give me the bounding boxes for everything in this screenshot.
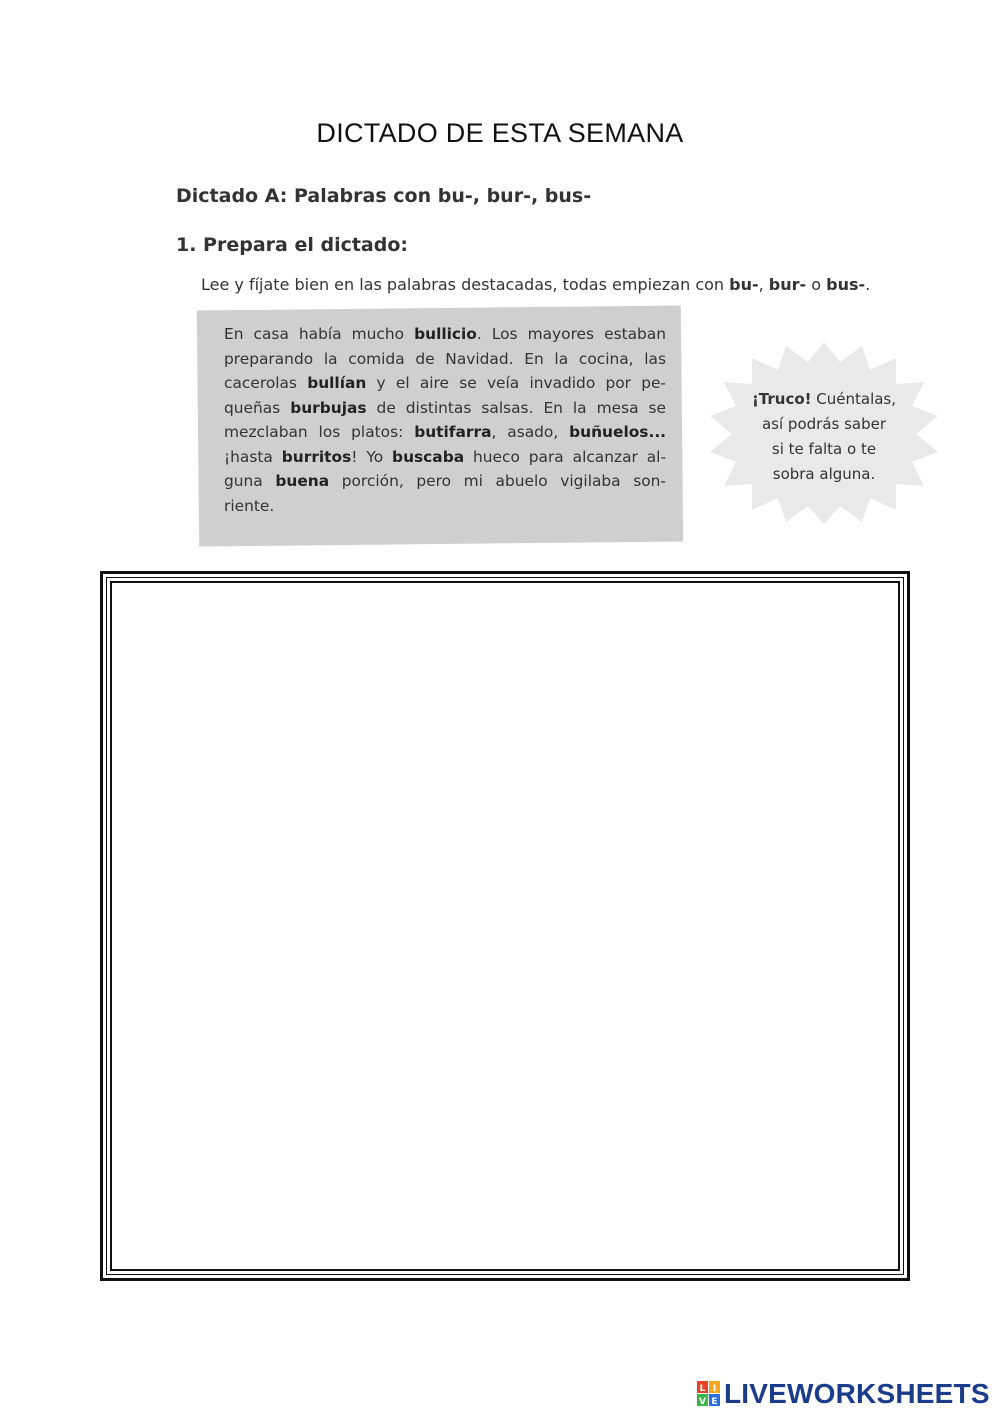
passage-line: ¡hasta burritos! Yo buscaba hueco para alcanzar al- — [224, 447, 666, 466]
passage-line: mezclaban los platos: butifarra, asado, buñuelos... — [224, 423, 667, 441]
passage-line: guna buena porción, pero mi abuelo vigilaba son- — [224, 472, 666, 490]
svg-text:E: E — [711, 1397, 718, 1407]
passage-line: cacerolas bullían y el aire se veía invadido por pe- — [224, 374, 666, 392]
step-title: 1. Prepara el dictado: — [176, 234, 409, 256]
section-title: Dictado A: Palabras con bu-, bur-, bus- — [176, 185, 592, 207]
svg-text:L: L — [699, 1384, 706, 1394]
svg-text:I: I — [712, 1384, 717, 1394]
page-title: DICTADO DE ESTA SEMANA — [316, 118, 684, 148]
footer-brand — [697, 1377, 990, 1411]
svg-text:V: V — [699, 1397, 706, 1407]
liveworksheets-logo-icon — [697, 1381, 721, 1407]
passage-text — [224, 322, 666, 518]
brand-text: LIVEWORKSHEETS — [724, 1378, 990, 1409]
passage-line: preparando la comida de Navidad. En la cocina, las — [224, 349, 666, 368]
passage-line: riente. — [224, 496, 275, 515]
instruction-text: Lee y fíjate bien en las palabras destacadas, todas empiezan con bu-, bur- o bus-. — [201, 275, 871, 294]
answer-box[interactable] — [100, 571, 910, 1281]
passage-line: En casa había mucho bullicio. Los mayores estaban — [224, 325, 667, 343]
tip-text: ¡Truco! Cuéntalas, así podrás saber si te falta o te sobra alguna. — [751, 390, 897, 483]
answer-area[interactable] — [110, 581, 900, 1271]
passage-line: queñas burbujas de distintas salsas. En la mesa se — [224, 398, 666, 417]
